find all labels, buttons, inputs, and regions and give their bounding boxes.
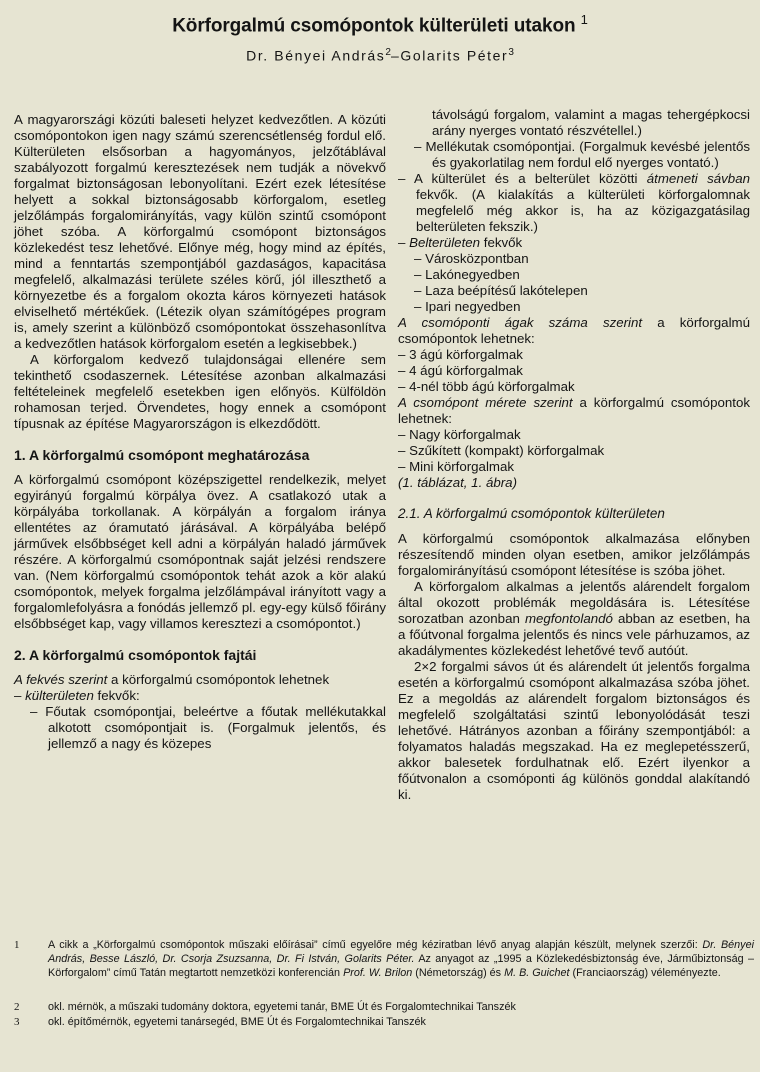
footnote-1-part: (Franciaország) véleményezte. bbox=[569, 967, 721, 979]
footnote-1 bbox=[14, 938, 754, 980]
footnote-1-part: Az anyagot az „1995 a Közlekedésbiztonság éve, Járműbiztonság – Körforgalom” című Tatán megtartott nemzetközi konferencián bbox=[48, 953, 754, 979]
footnote-1-part: A cikk a „Körforgalmú csomópontok műszaki előírásai” című egyelőre még kéziratban lévő anyag alapján készült, melynek szerzői: bbox=[48, 939, 703, 951]
footnote-1-reviewer-1: Prof. W. Brilon bbox=[343, 967, 413, 979]
footnote-number: 3 bbox=[14, 1016, 20, 1028]
size-item-text: Mini körforgalmak bbox=[409, 459, 515, 474]
list-item-main-roads: – Főutak csomópontjai, beleértve a főutak mellékutakkal alkotott csomópontjait is. (Forgalmuk jelentős, és jellemző a nagy és közepes bbox=[30, 704, 386, 751]
paper-title bbox=[0, 12, 760, 37]
left-column bbox=[14, 112, 386, 752]
position-intro-rest: a körforgalmú csomópontok lehetnek bbox=[107, 672, 330, 687]
author-2: Golarits Péter bbox=[400, 47, 509, 64]
arms-item-text: 4-nél több ágú körforgalmak bbox=[409, 379, 575, 394]
author-separator: – bbox=[390, 47, 401, 64]
list-item-transition-italic: átmeneti sávban bbox=[646, 171, 750, 186]
size-intro-rest: a körforgalmú csomópontok lehetnek: bbox=[398, 395, 750, 426]
section-2-heading: 2. A körforgalmú csomópontok fajtái bbox=[14, 647, 257, 663]
paragraph-2-italic: megfontolandó bbox=[524, 611, 613, 626]
list-item-transition-rest: fekvők. (A kialakítás a külterületi körforgalomnak megfelelő még akkor is, ha az közigazgatásilag belterületen fekszik.) bbox=[416, 187, 750, 234]
footnote-text: okl. építőmérnök, egyetemi tanársegéd, BME Út és Forgalomtechnikai Tanszék bbox=[48, 1016, 426, 1028]
section-2-1-paragraph-2 bbox=[398, 579, 750, 659]
arms-intro-rest: a körforgalmú csomópontok lehetnek: bbox=[398, 315, 750, 346]
urban-item-text: Városközpontban bbox=[425, 251, 529, 266]
list-item-urban: – Belterületen fekvők bbox=[398, 235, 523, 250]
arms-item-text: 4 ágú körforgalmak bbox=[409, 363, 523, 378]
author-1: Dr. Bényei András bbox=[246, 47, 386, 64]
arms-item-text: 3 ágú körforgalmak bbox=[409, 347, 523, 362]
list-item-minor-roads: – Mellékutak csomópontjai. (Forgalmuk kevésbé jelentős és gyakorlatilag nem fordul elő nyerges vontató.) bbox=[414, 139, 750, 170]
right-column bbox=[398, 107, 750, 803]
size-item-text: Nagy körforgalmak bbox=[409, 427, 521, 442]
list-item-rural-rest: fekvők: bbox=[93, 688, 140, 703]
list-item-rural: – külterületen fekvők: bbox=[14, 688, 140, 703]
urban-item-text: Ipari negyedben bbox=[425, 299, 521, 314]
section-2-1-paragraph-1: A körforgalmú csomópontok alkalmazása előnyben részesítendő minden olyan esetben, amikor jelzőlámpás forgalomirányítású csomópont létesítése is szóba jöhet. bbox=[398, 531, 750, 578]
urban-item-text: Lakónegyedben bbox=[425, 267, 520, 282]
intro-paragraph-2: A körforgalom kedvező tulajdonságai ellenére sem tekinthető csodaszernek. Létesítése azonban alkalmazási feltételeinek megfelelő esetekben igen előnyös. Külföldön rohamosan terjed. Örvendetes, hogy ennek a csomópont típusnak az építése Magyarországon is elkezdődött. bbox=[14, 352, 386, 431]
footnote-2 bbox=[14, 1000, 754, 1014]
title-footnote-mark: 1 bbox=[580, 12, 588, 27]
list-item-transition-pre: A külterület és a belterület közötti bbox=[414, 171, 647, 186]
paper-title-text: Körforgalmú csomópontok külterületi utakon bbox=[172, 15, 576, 37]
author-1-mark: 2 bbox=[385, 47, 391, 58]
urban-item: – Laza beépítésű lakótelepen bbox=[414, 283, 588, 298]
urban-item-text: Laza beépítésű lakótelepen bbox=[425, 283, 588, 298]
position-intro bbox=[14, 672, 386, 688]
footnote-number: 1 bbox=[14, 939, 20, 951]
list-item-urban-italic: Belterületen bbox=[409, 235, 481, 250]
urban-item: – Lakónegyedben bbox=[414, 267, 520, 282]
section-1-heading: 1. A körforgalmú csomópont meghatározása bbox=[14, 447, 310, 463]
list-item-urban-rest: fekvők bbox=[480, 235, 523, 250]
size-item-text: Szűkített (kompakt) körforgalmak bbox=[409, 443, 605, 458]
table-figure-reference: (1. táblázat, 1. ábra) bbox=[398, 475, 517, 490]
footnote-1-reviewer-2: M. B. Guichet bbox=[504, 967, 570, 979]
footnote-text: okl. mérnök, a műszaki tudomány doktora, egyetemi tanár, BME Út és Forgalomtechnikai Tanszék bbox=[48, 1001, 516, 1013]
author-2-mark: 3 bbox=[508, 47, 514, 58]
footnote-text bbox=[48, 938, 754, 980]
footnote-number: 2 bbox=[14, 1001, 20, 1013]
paragraph-2-pre: A körforgalom alkalmas a jelentős alárendelt forgalom által okozott problémák megoldására is. Létesítése sorozatban azonban bbox=[398, 579, 750, 626]
list-item-main-roads-text: Főutak csomópontjai, beleértve a főutak mellékutakkal alkotott csomópontjait is. (Forgalmuk jelentős, és jellemző a nagy és közepes bbox=[45, 704, 386, 751]
arms-item: – 4 ágú körforgalmak bbox=[398, 363, 523, 378]
section-1-paragraph: A körforgalmú csomópont középszigettel rendelkezik, melyet egyirányú forgalmú körpálya övez. A csatlakozó utak a körpályába torkollanak. A körpályán a forgalom iránya ellentétes az óramutató járásával. A körpályába belépő járművek elsőbbséget kell adni a körpályán haladó járművek részére. A körforgalmú csomópontnak saját jelzési rendszere van. (Nem körforgalmú csomópontok tehát azok a kör alakú csomópontok, melyek forgalma jelzőlámpával irányított vagy a forgalomlefolyásra a fonódás jellemző pl. egy-egy külső főirány elsőbbséget kap, vagy villamos keresztezi a csomópontot.) bbox=[14, 472, 386, 631]
intro-paragraph-1: A magyarországi közúti baleseti helyzet kedvezőtlen. A közúti csomópontokon igen nagy számú szerencsétlenség fordul elő. Külterületen elsősorban a hagyományos, jelzőtáblával szabályozott forgalmú keresztezések nem tudják a növekvő forgalmat biztonságosan lebonyolítani. Ezért ezek létesítése helyett a sokkal biztonságosabb körforgalom, esetleg jelzőlámpás forgalomirányítás, vagy külön szintű csomópont jöhet szóba. A körforgalmú csomópont biztonságos közlekedést tesz lehetővé. Előnye még, hogy mind az építés, mind a fenntartás szempontjából gazdaságos, kapacitása megfelelő, alkalmazási területe széles körű, jól illeszthető a környezetbe és a forgalom okozta káros környezeti hatások elviselhető mértékűek. (Létezik olyan számítógépes program is, amely szerint a különböző csomópontokat összehasonlítva a kedvezőtlen hatások körforgalom esetén a legkisebbek.) bbox=[14, 112, 386, 351]
footnote-3 bbox=[14, 1015, 754, 1029]
author-line bbox=[0, 47, 760, 64]
paragraph-2-rest: abban az esetben, ha a főútvonal forgalma jelentős és nincs vele párhuzamos, az akadálymentes közlekedést lehetővé tevő autóút. bbox=[398, 611, 750, 658]
arms-item: – 4-nél több ágú körforgalmak bbox=[398, 379, 575, 394]
size-item: – Mini körforgalmak bbox=[398, 459, 515, 474]
size-intro bbox=[398, 395, 750, 427]
urban-item: – Városközpontban bbox=[414, 251, 529, 266]
section-2-1-heading: 2.1. A körforgalmú csomópontok külterületen bbox=[398, 506, 665, 521]
list-item-rural-italic: külterületen bbox=[25, 688, 94, 703]
size-item: – Szűkített (kompakt) körforgalmak bbox=[398, 443, 605, 458]
section-2-1-paragraph-3: 2×2 forgalmi sávos út és alárendelt út jelentős forgalma esetén a körforgalmú csomópont alkalmazása szóba jöhet. Ez a megoldás az alárendelt forgalom biztonságos és megfelelő szolgáltatási szintű lebonyolódását teszi lehetővé. Hátrányos azonban a főirány szempontjából: a folyamatos haladás megszakad. Ha ez meglepetésszerű, akkor balesetek fordulhatnak elő. Ezért ilyenkor a főútvonalon a csomóponti ág különös gonddal alakítandó ki. bbox=[398, 659, 750, 802]
footnote-1-part: (Németország) és bbox=[412, 967, 505, 979]
list-item-transition: – A külterület és a belterület közötti átmeneti sávban fekvők. (A kialakítás a külterületi körforgalomnak megfelelő még akkor is, ha az közigazgatásilag belterületen fekszik.) bbox=[398, 171, 750, 234]
urban-item: – Ipari negyedben bbox=[414, 299, 521, 314]
arms-item: – 3 ágú körforgalmak bbox=[398, 347, 523, 362]
arms-intro bbox=[398, 315, 750, 347]
main-roads-continued: távolságú forgalom, valamint a magas tehergépkocsi arány nyerges vontató részvétellel.) bbox=[432, 107, 750, 138]
size-intro-italic: A csomópont mérete szerint bbox=[398, 395, 573, 410]
footnote-1-authors: Dr. Bényei András, Besse László, Dr. Csorja Zsuzsanna, Dr. Fi István, Golarits Péter. bbox=[48, 939, 754, 965]
list-item-minor-roads-text: Mellékutak csomópontjai. (Forgalmuk kevésbé jelentős és gyakorlatilag nem fordul elő nyerges vontató.) bbox=[425, 139, 750, 170]
size-item: – Nagy körforgalmak bbox=[398, 427, 521, 442]
arms-intro-italic: A csomóponti ágak száma szerint bbox=[398, 315, 643, 330]
position-intro-italic: A fekvés szerint bbox=[14, 672, 108, 687]
